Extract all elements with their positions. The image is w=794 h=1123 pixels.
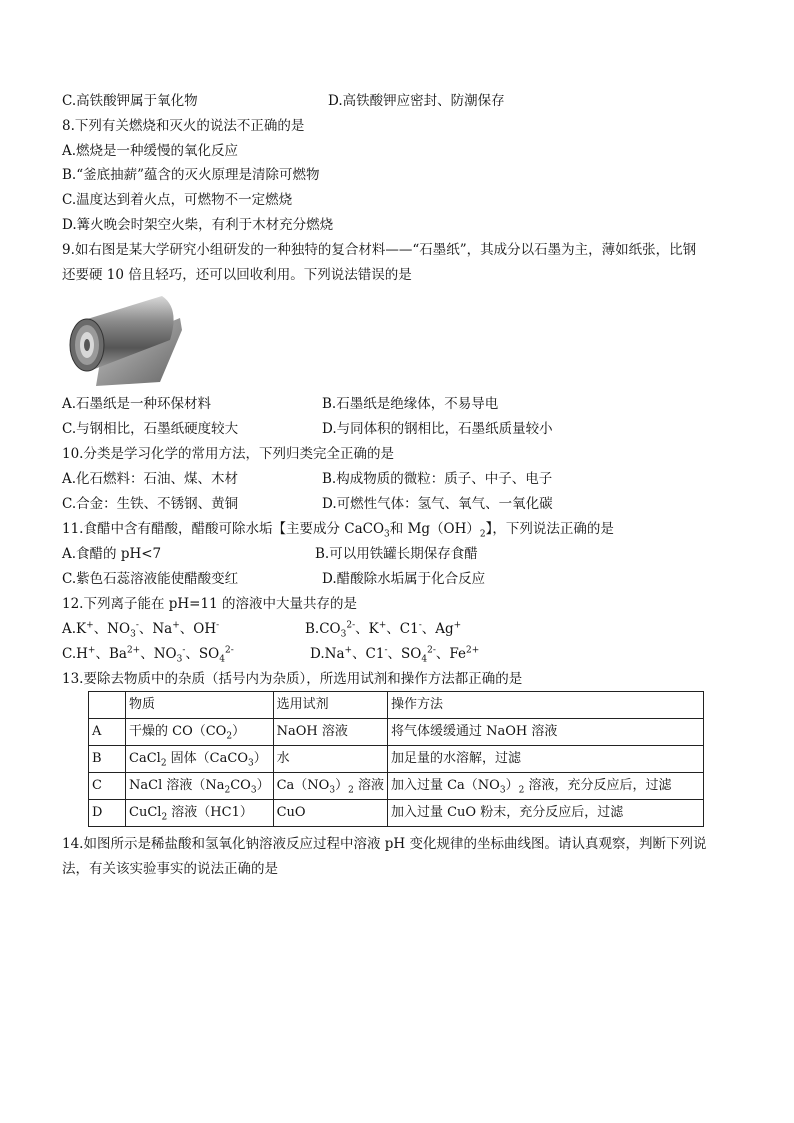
q12-stem: 12.下列离子能在 pH=11 的溶液中大量共存的是 [62,596,357,612]
row-label: C [89,773,126,800]
reagent-cell: 水 [273,746,387,773]
row-label: A [89,719,126,746]
q8-option-c: C.温度达到着火点，可燃物不一定燃烧 [62,192,293,208]
q11-stem: 11.食醋中含有醋酸，醋酸可除水垢【主要成分 CaCO$_3$和 $Mg(OH)_2$】，下列说法正确的是 [62,521,614,540]
q10-option-d: D.可燃性气体：氢气、氧气、一氧化碳 [322,496,553,512]
row-label: D [89,800,126,827]
q9-stem-line1: 9.如右图是某大学研究小组研发的一种独特的复合材料——“石墨纸”，其成分以石墨为主，薄如纸张，比钢 [62,242,697,258]
header-cell: 选用试剂 [273,692,387,719]
q9-stem-line2: 还要硬 10 倍且轻巧，还可以回收利用。下列说法错误的是 [62,267,412,283]
header-cell [89,692,126,719]
reagent-cell: CuO [273,800,387,827]
table-row [89,800,704,827]
q7-option-d: D.高铁酸钾应密封、防潮保存 [328,93,505,109]
table-row [89,719,704,746]
substance-cell: 干燥的 $CO(CO_2)$ [126,719,274,746]
substance-cell: NaCl 溶液$(Na_2CO_3)$ [126,773,274,800]
substance-cell: CuCl$_2$ 溶液（HC1） [126,800,274,827]
graphite-paper-roll-image [62,290,184,390]
q10-option-a: A.化石燃料：石油、煤、木材 [62,471,239,487]
q12-option-c: C.H+、$Ba^{2+}$、$NO_3^-$、$SO_4^{2-}$ [62,645,234,665]
q13-stem: 13.要除去物质中的杂质（括号内为杂质），所选用试剂和操作方法都正确的是 [62,671,523,687]
q11-option-a: A.食醋的 pH<7 [62,546,162,562]
method-cell: 加足量的水溶解，过滤 [387,746,703,773]
q9-option-d: D.与同体积的钢相比，石墨纸质量较小 [322,421,553,437]
q11-option-b: B.可以用铁罐长期保存食醋 [315,546,478,562]
q14-stem-line1: 14.如图所示是稀盐酸和氢氧化钠溶液反应过程中溶液 pH 变化规律的坐标曲线图。请认真观察，判断下列说 [62,836,707,852]
q10-option-b: B.构成物质的微粒：质子、中子、电子 [322,471,553,487]
header-cell: 物质 [126,692,274,719]
substance-cell: CaCl$_2$ 固体（CaCO$_3$） [126,746,274,773]
q9-option-a: A.石墨纸是一种环保材料 [62,396,212,412]
header-cell: 操作方法 [387,692,703,719]
method-cell: 将气体缓缓通过 NaOH 溶液 [387,719,703,746]
q11-option-d: D.醋酸除水垢属于化合反应 [322,571,486,587]
q11-option-c: C.紫色石蕊溶液能使醋酸变红 [62,571,239,587]
q12-option-b: $B.CO_3^{2-}$、K+、C1-、Ag+ [305,620,462,640]
q7-option-c: C.高铁酸钾属于氧化物 [62,93,198,109]
q8-stem: 8.下列有关燃烧和灭火的说法不正确的是 [62,118,305,134]
q12-option-d: D.Na+、C1-、$SO_4^{2-}$、$Fe^{2+}$ [310,645,480,665]
reagent-cell: $Ca(NO_3)_2$ 溶液 [273,773,387,800]
reagent-cell: NaOH 溶液 [273,719,387,746]
q14-stem-line2: 法，有关该实验事实的说法正确的是 [62,861,278,877]
method-cell: 加入过量 CuO 粉末，充分反应后，过滤 [387,800,703,827]
q8-option-d: D.篝火晚会时架空火柴，有利于木材充分燃烧 [62,217,334,233]
q10-stem: 10.分类是学习化学的常用方法，下列归类完全正确的是 [62,446,394,462]
table-header-row [89,692,704,719]
q9-option-c: C.与钢相比，石墨纸硬度较大 [62,421,239,437]
q12-option-a: A.K+、$NO_3^-$、Na+、OH- [62,620,220,640]
q13-table [88,691,704,827]
q10-option-c: C.合金：生铁、不锈钢、黄铜 [62,496,239,512]
q9-option-b: B.石墨纸是绝缘体，不易导电 [322,396,499,412]
q8-option-a: A.燃烧是一种缓慢的氧化反应 [62,143,239,159]
row-label: B [89,746,126,773]
q8-option-b: B.“釜底抽薪”蕴含的灭火原理是清除可燃物 [62,167,320,183]
method-cell: 加入过量 $Ca(NO_3)_2$ 溶液，充分反应后，过滤 [387,773,703,800]
table-row [89,773,704,800]
table-row [89,746,704,773]
